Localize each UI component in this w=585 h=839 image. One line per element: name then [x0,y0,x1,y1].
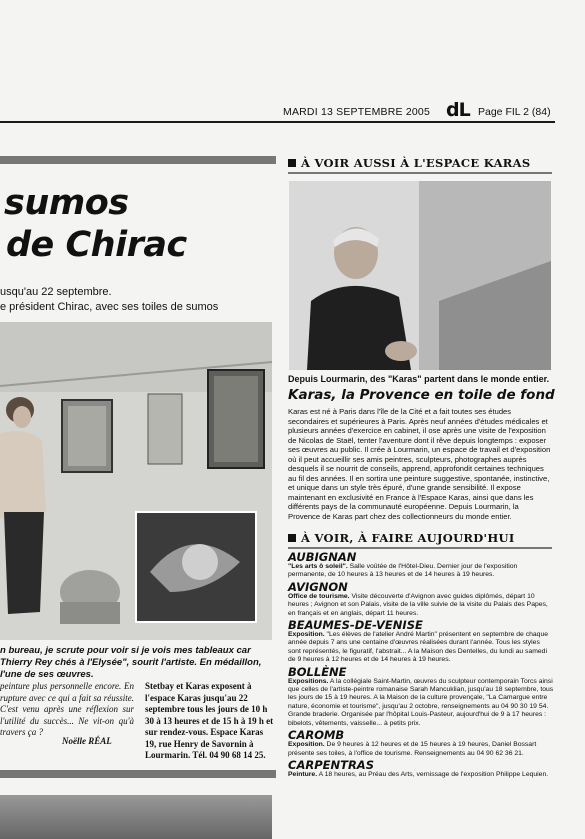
headline-line-1: sumos [4,183,129,223]
section-header-rule [288,172,552,174]
page-number: Page FIL 2 (84) [478,106,551,118]
gallery-photo [0,322,272,640]
section-header-karas [288,155,552,171]
bottom-photo [0,795,272,839]
listing-label: Exposition. [288,631,325,639]
list-item [288,759,554,779]
listing-label: Exposition. [288,741,325,749]
town-name: AVIGNON [288,579,348,594]
listing-label: Office de tourisme. [288,592,350,600]
listing-label: Expositions. [288,677,329,685]
section-header-rule [288,547,552,549]
author-signature: Noëlle RÉAL [62,736,112,746]
karas-article-body: Karas est né à Paris dans l'île de la Cité et a fait toutes ses études secondaires et supérieures à Paris. Après neuf années d'études médicales et plusieurs années d'exercice en cabinet, il ose après une visite de l'exposition de Nicolas de Staël, tenter l'aventure dont il rêve depuis longtemps : exposer ses œuvres au public. Il crée à Lourmarin, un espace de travail et d'exposition où il peut accueillir ses amis peintres, sculpteurs, photographes auprès desquels il se nourrit de conseils, apprend, approfondit certaines techniques au fil des années. Il en sortira une peinture suggestive, spontanée, instinctive, et unique dans un style très épuré, d'une grande sensibilité. Il expose maintenant en exclusivité en France à l'Espace Karas, ainsi que dans les différents pays de la communauté européenne. Depuis Lourmarin, la Provence de Karas part chez des collectionneurs du monde entier. [288,407,551,521]
list-item [288,581,554,618]
town-name: BEAUMES-DE-VENISE [288,618,423,633]
portrait-caption: Depuis Lourmarin, des "Karas" partent dans le monde entier. [288,374,550,384]
subtitle-line-2: e président Chirac, avec ses toiles de sumos [0,301,219,313]
subtitle-line-1: usqu'au 22 septembre. [0,286,112,298]
left-top-band [0,156,276,164]
gallery-photo-drawing [0,322,272,640]
listing-text [288,741,554,758]
listing-detail: A 18 heures, au Préau des Arts, vernissage de l'exposition Philippe Lequien. [317,770,549,778]
photo-caption-left: n bureau, je scrute pour voir si je vois mes tableaux car Thierry Rey chés à l'Elysée", sourit l'artiste. En médaillon, l'une de ses œuvres. [0,645,262,680]
town-name: BOLLÈNE [288,664,347,679]
square-bullet-icon [288,159,296,167]
newspaper-logo: dL [446,99,470,121]
listing-detail: A la collégiale Saint-Martin, œuvres du sculpteur contemporain Torcs ainsi que celles de l'artiste-peintre romanaise Sarah Mancuklian, jusqu'au 18 septembre, tous les jours de 15 à 19 heures. A la Maison de la culture provençale, "La Camargue entre nature, économie et tourisme", jusqu'au 2 octobre, renseignements au 04 90 30 19 54. Grande braderie. Organisée par l'hôpital Louis-Pasteur, aujourd'hui de 9 à 17 heures : bibelots, vêtements, vaisselle... à petits prix. [288,677,554,727]
list-item [288,666,554,728]
left-bottom-band [0,770,276,778]
karas-article-title: Karas, la Provence en toile de fond [288,387,555,403]
headline-line-2: de Chirac [6,225,187,265]
listing-label: "Les arts ô soleil". [288,563,348,570]
listing-text [288,631,554,665]
section-header-agenda [288,530,552,546]
town-name: CARPENTRAS [288,757,374,772]
artist-portrait-drawing [289,181,551,370]
listing-text [288,563,554,580]
listing-detail: Visite découverte d'Avignon avec guides diplômés, départ 10 heures ; Avignon et son Palais, visite de la ville suivie de la visite du Palais des Papes, en français et en anglais, départ 11 heures. [288,592,548,617]
section-header-agenda-label: À VOIR, À FAIRE AUJOURD'HUI [301,531,515,545]
article-body-column-a: peinture plus personnelle encore. En rupture avec ce qui a fait sa réussite. C'est venu après une réflexion sur l'utilité du succès... Ne vit-on qu'à travers ça ? [0,681,134,737]
list-item [288,551,554,580]
page-date: MARDI 13 SEPTEMBRE 2005 [283,106,430,118]
agenda-listing [288,550,554,779]
artist-portrait-photo [289,181,551,370]
listing-label: Peinture. [288,770,318,778]
listing-text [288,593,554,618]
listing-detail: Salle voûtée de l'Hôtel-Dieu. Dernier jour de l'exposition permanente, de 10 heures à 13 heures et de 14 heures à 19 heures. [288,563,518,579]
section-header-karas-label: À VOIR AUSSI À L'ESPACE KARAS [301,156,531,170]
listing-detail: "Les élèves de l'atelier André Martin" présentent en septembre de chaque année depuis 7 ans une centaine d'œuvres réalisées durant l'année. Tous les styles sont représentés, le figuratif, l'abstrait... A la Maison des Dentelles, du lundi au samedi de 9 heures à 12 heures et de 14 heures à 19 heures. [288,631,549,664]
listing-detail: De 9 heures à 12 heures et de 15 heures à 19 heures, Daniel Bossart présente ses toiles, à l'office de tourisme. Renseignements au 04 90 62 36 21. [288,741,537,757]
header-rule [0,121,555,123]
list-item [288,619,554,665]
listing-text [288,771,554,779]
article-body-column-b: Stetbay et Karas exposent à l'espace Karas jusqu'au 22 septembre tous les jours de 10 h 30 à 13 heures et de 15 h à 19 h et sur rendez-vous. Espace Karas 19, rue Henry de Savornin à Lourmarin. Tél. 04 90 68 14 25. [145,681,274,760]
list-item [288,729,554,758]
town-name: AUBIGNAN [288,550,357,564]
square-bullet-icon [288,534,296,542]
listing-text [288,678,554,728]
town-name: CAROMB [288,728,345,743]
